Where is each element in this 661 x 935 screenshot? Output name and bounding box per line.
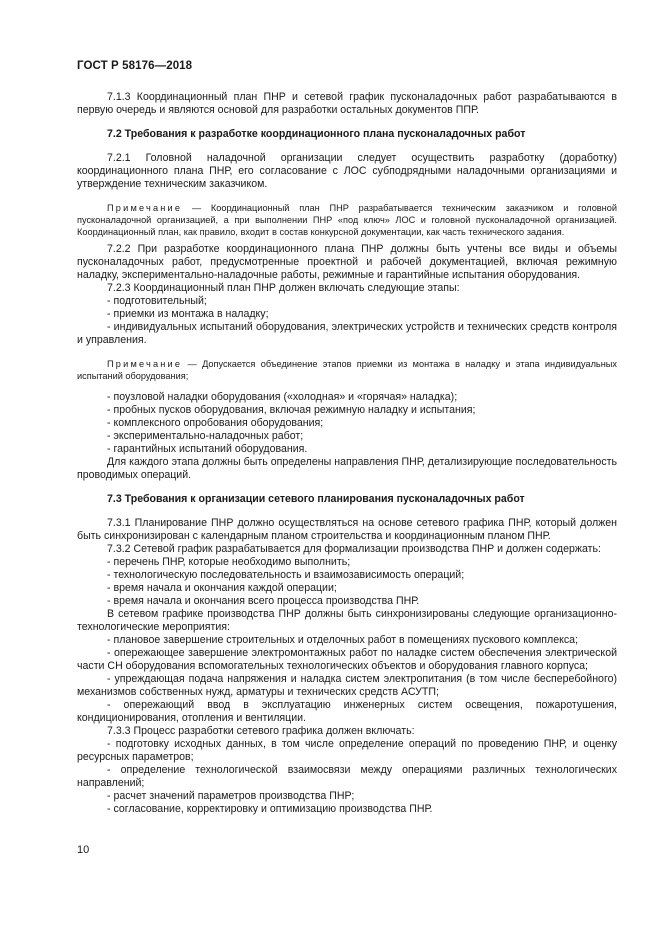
list-item: - экспериментально-наладочных работ; [107,430,304,442]
list-item: - опережающее завершение электромонтажных работ по наладке систем обеспечения электрической части СН оборудования вспомогательных технологических объектов и оборудования главного корпуса; [77,647,617,672]
list-item: - расчет значений параметров производства ПНР; [107,790,355,802]
list-item: - подготовку исходных данных, в том числе определение операций по проведению ПНР, и оценку ресурсных параметров; [77,738,617,763]
list-item: - плановое завершение строительных и отделочных работ в помещениях пускового комплекса; [107,634,579,646]
list-item: - время начала и окончания всего процесса производства ПНР. [107,595,420,607]
list-item: - приемки из монтажа в наладку; [107,308,269,320]
list-item: - время начала и окончания каждой операции; [107,582,337,594]
list-item: - комплексного опробования оборудования; [107,417,324,429]
paragraph-7-3-1: 7.3.1 Планирование ПНР должно осуществляться на основе сетевого графика ПНР, который должен быть синхронизирован с календарным планом строительства и координационным планом ПНР. [77,517,617,542]
section-heading-7-3: 7.3 Требования к организации сетевого планирования пусконаладочных работ [107,493,525,505]
note-label: Примечание [107,359,183,369]
paragraph-7-2-3: 7.2.3 Координационный план ПНР должен включать следующие этапы: [107,282,460,294]
paragraph-7-2-1: 7.2.1 Головной наладочной организации следует осуществить разработку (доработку) координационного плана ПНР, его согласование с ЛОС субподрядными наладочными организациями и утверждение техническим заказчиком. [77,152,617,190]
note-text: — Координационный план ПНР разрабатывается техническим заказчиком и головной пусконаладочной организацией, а при выполнении ПНР «под ключ» ЛОС и головной пусконаладочной организацией. Координационный план, как правило, входит в состав конкурсной документации, как часть технического задания. [77,203,617,237]
list-item: - подготовительный; [107,295,207,307]
list-item: - согласование, корректировку и оптимизацию производства ПНР. [107,803,433,815]
document-body [77,91,617,816]
list-item: - упреждающая подача напряжения и наладка систем электропитания (в том числе бесперебойного) механизмов собственных нужд, арматуры и технических средств АСУТП; [77,673,617,698]
note-text: — Допускается объединение этапов приемки из монтажа в наладку и этапа индивидуальных испытаний оборудования; [77,359,617,381]
note-2 [77,358,617,382]
note-label: Примечание [107,203,183,213]
page-number: 10 [77,844,90,856]
paragraph-7-1-3: 7.1.3 Координационный план ПНР и сетевой график пусконаладочных работ разрабатываются в первую очередь и являются основой для разработки остальных документов ППР. [77,91,617,116]
document-header: ГОСТ Р 58176—2018 [77,60,193,72]
list-item: - перечень ПНР, которые необходимо выполнить; [107,556,351,568]
paragraph-7-2-2: 7.2.2 При разработке координационного плана ПНР должны быть учтены все виды и объемы пусконаладочных работ, предусмотренные проектной и рабочей документацией, включая режимную наладку, экспериментально-наладочные работы, режимные и гарантийные испытания оборудования. [77,243,617,281]
list-item: - поузловой наладки оборудования («холодная» и «горячая» наладка); [107,391,458,403]
list-item: - технологическую последовательность и взаимозависимость операций; [107,569,465,581]
paragraph-sync: В сетевом графике производства ПНР должны быть синхронизированы следующие организационно-технологические мероприятия: [77,608,617,633]
paragraph-7-3-2: 7.3.2 Сетевой график разрабатывается для формализации производства ПНР и должен содержать: [107,543,601,555]
paragraph-7-3-3: 7.3.3 Процесс разработки сетевого графика должен включать: [107,725,415,737]
list-item: - определение технологической взаимосвязи между операциями различных технологических направлений; [77,764,617,789]
section-heading-7-2: 7.2 Требования к разработке координационного плана пусконаладочных работ [107,128,526,140]
paragraph-stages-note: Для каждого этапа должны быть определены направления ПНР, детализирующие последовательность проводимых операций. [77,456,617,481]
list-item: - индивидуальных испытаний оборудования, электрических устройств и технических средств контроля и управления. [77,321,617,346]
list-item: - пробных пусков оборудования, включая режимную наладку и испытания; [107,404,476,416]
list-item: - гарантийных испытаний оборудования. [107,443,308,455]
note-1 [77,202,617,238]
list-item: - опережающий ввод в эксплуатацию инженерных систем освещения, пожаротушения, кондиционирования, отопления и вентиляции. [77,699,617,724]
